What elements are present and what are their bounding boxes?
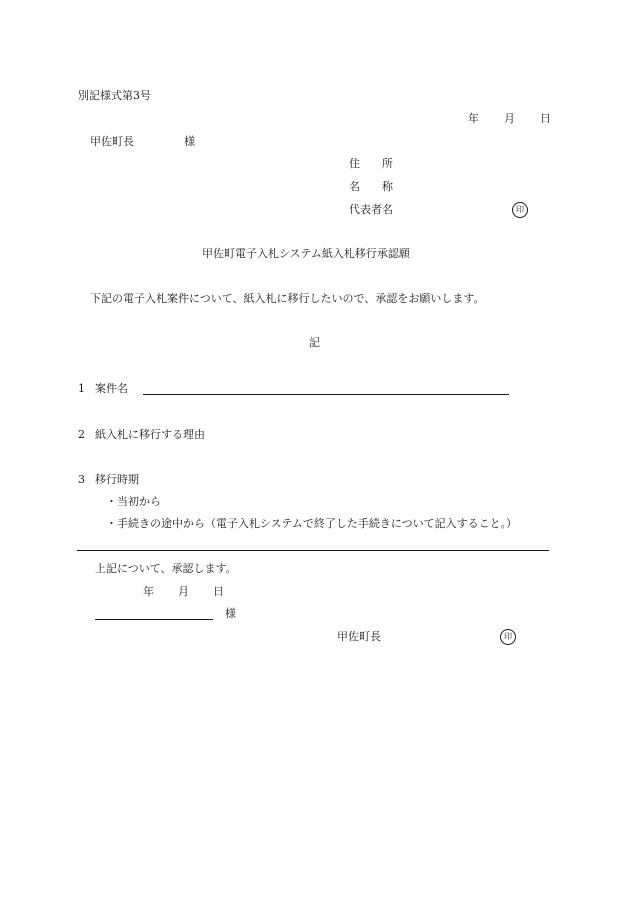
project-name-line[interactable] [143, 394, 509, 395]
approver-title: 甲佐町長 [337, 630, 381, 643]
date-year: 年 [468, 112, 479, 125]
name-label: 名 称 [349, 180, 393, 193]
item-1-label: 案件名 [95, 382, 128, 395]
address-label: 住 所 [349, 157, 393, 170]
approver-seal: 印 [500, 629, 516, 645]
approval-year: 年 [143, 585, 154, 598]
item-1-number: 1 [78, 382, 85, 395]
approval-text: 上記について、承認します。 [95, 562, 237, 575]
timing-option-initial: ・当初から [106, 495, 161, 508]
approval-name-line[interactable] [95, 619, 213, 620]
ki-marker: 記 [309, 336, 320, 349]
addressee-town-head: 甲佐町長 [90, 135, 134, 148]
item-3-label: 移行時期 [95, 473, 139, 486]
date-day: 日 [540, 112, 551, 125]
timing-option-midway: ・手続きの途中から（電子入札システムで終了した手続きについて記入すること。） [106, 517, 518, 530]
representative-label: 代表者名 [349, 203, 393, 216]
approval-month: 月 [178, 585, 189, 598]
date-month: 月 [504, 112, 515, 125]
section-divider [77, 550, 549, 551]
request-text: 下記の電子入札案件について、紙入札に移行したいので、承認をお願いします。 [90, 292, 485, 305]
item-3-number: 3 [78, 473, 85, 486]
form-number: 別記様式第3号 [78, 89, 151, 102]
applicant-seal: 印 [512, 202, 528, 218]
document-title: 甲佐町電子入札システム紙入札移行承認願 [202, 247, 410, 260]
approval-day: 日 [213, 585, 224, 598]
item-2-label: 紙入札に移行する理由 [95, 428, 205, 441]
item-2-number: 2 [78, 428, 85, 441]
approval-honorific: 様 [225, 607, 236, 620]
addressee-honorific: 様 [184, 135, 195, 148]
